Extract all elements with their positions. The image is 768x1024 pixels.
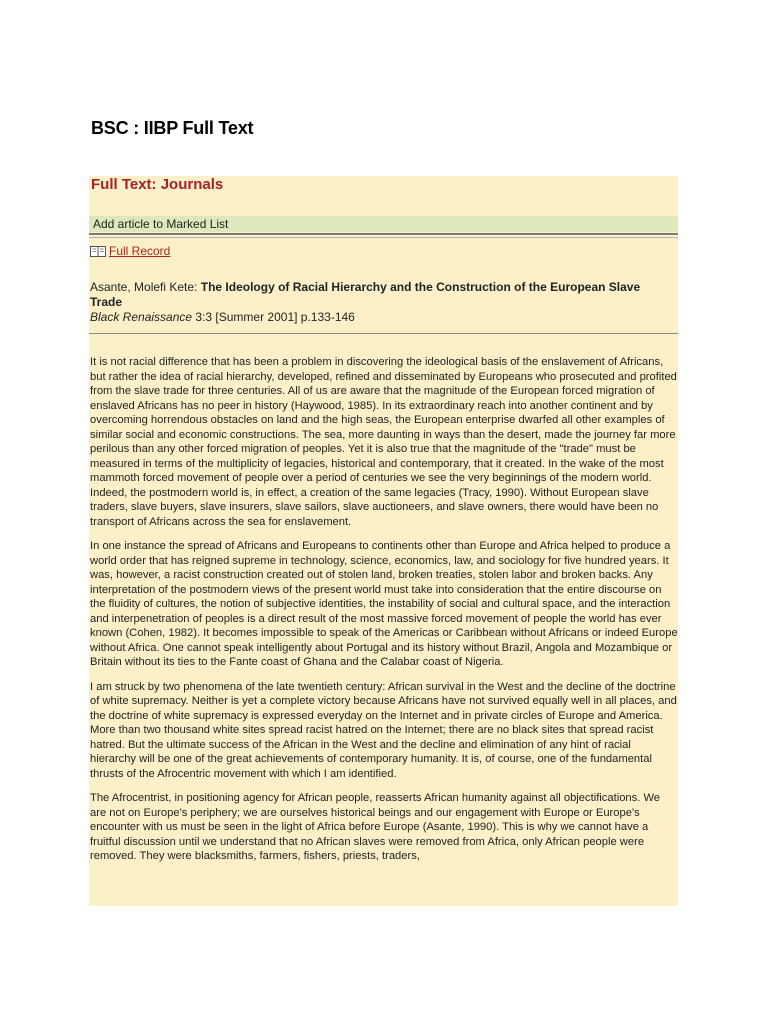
marked-list-bar	[89, 216, 678, 232]
full-record	[90, 244, 170, 258]
divider	[89, 333, 678, 334]
citation-title: The Ideology of Racial Hierarchy and the Construction of the European Slave Trade	[90, 280, 641, 309]
article-paragraph: In one instance the spread of Africans and Europeans to continents other than Europe and Africa helped to produce a world order that has reigned supreme in technology, science, economics, law, and sociology for five hundred years. It was, however, a racist construction created out of stolen land, broken treaties, stolen labor and broken backs. Any interpretation of the postmodern views of the present world must take into consideration that the entire discourse on the fluidity of cultures, the notion of subjective identities, the instability of social and cultural space, and the interaction and interpenetration of peoples is a direct result of the most massive forced movement of people the world has ever known (Cohen, 1982). It becomes impossible to speak of the Americas or Caribbean without Africans or indeed Europe without Africa. One cannot speak intelligently about Portugal and its history without Brazil, Angola and Mozambique or Britain without its ties to the Fante coast of Ghana and the Calabar coast of Nigeria.	[90, 540, 678, 668]
add-to-marked-list-link[interactable]: Add article to Marked List	[93, 217, 229, 231]
section-heading: Full Text: Journals	[91, 176, 224, 193]
article-paragraph: It is not racial difference that has been a problem in discovering the ideological basis of the enslavement of Africans, but rather the idea of racial hierarchy, developed, refined and disseminated by Europeans who prosecuted and profited from the slave trade for three centuries. All of us are aware that the magnitude of the European forced migration of enslaved Africans has no peer in history (Haywood, 1985). In its extraordinary reach into another continent and by overcoming horrendous obstacles on land and the high seas, the European enterprise dwarfed all other examples of similar social and economic constructions. The sea, more daunting in ways than the desert, made the journey far more perilous than any other forced migration of peoples. Yet it is also true that the magnitude of the "trade" must be measured in terms of the multiplicity of legacies, historical and contemporary, that it created. In the wake of the most mammoth forced movement of people over a period of centuries we see the very beginnings of the modern world. Indeed, the postmodern world is, in effect, a creation of the same legacies (Tracy, 1990). Without European slave traders, slave buyers, slave insurers, slave sailors, slave auctioneers, and slave owners, there would have been no transport of Africans across the sea for enslavement.	[90, 356, 677, 528]
divider	[89, 233, 678, 235]
article-paragraph: I am struck by two phenomena of the late twentieth century: African survival in the West and the decline of the doctrine of white supremacy. Neither is yet a complete victory because Africans have not survived equally well in all places, and the doctrine of white supremacy is expressed everyday on the Internet and in private circles of Europe and America. More than two thousand white sites spread racist hatred on the Internet; there are no black sites that spread racist hatred. But the ultimate success of the African in the West and the decline and elimination of any hint of racial hierarchy will be one of the great achievements of contemporary humanity. It is, of course, one of the fundamental thrusts of the Afrocentric movement with which I am identified.	[90, 680, 677, 780]
full-record-link[interactable]: Full Record	[109, 244, 171, 258]
citation-journal: Black Renaissance	[90, 310, 193, 324]
site-title: BSC : IIBP Full Text	[91, 118, 254, 138]
citation-author: Asante, Molefi Kete:	[90, 280, 198, 294]
citation	[90, 280, 675, 325]
article-panel	[89, 176, 678, 906]
article-body	[90, 355, 678, 874]
article-paragraph: The Afrocentrist, in positioning agency for African people, reasserts African humanity against all objectifications. We are not on Europe's periphery; we are ourselves historical beings and our engagement with Europe or Europe's encounter with us must be seen in the light of Africa before Europe (Asante, 1990). This is why we cannot have a fruitful discussion until we understand that no African slaves were removed from Africa, only African people were removed. They were blacksmiths, farmers, fishers, priests, traders,	[90, 792, 661, 862]
citation-details: 3:3 [Summer 2001] p.133-146	[195, 310, 355, 324]
divider	[89, 237, 678, 238]
book-icon[interactable]	[90, 245, 106, 257]
